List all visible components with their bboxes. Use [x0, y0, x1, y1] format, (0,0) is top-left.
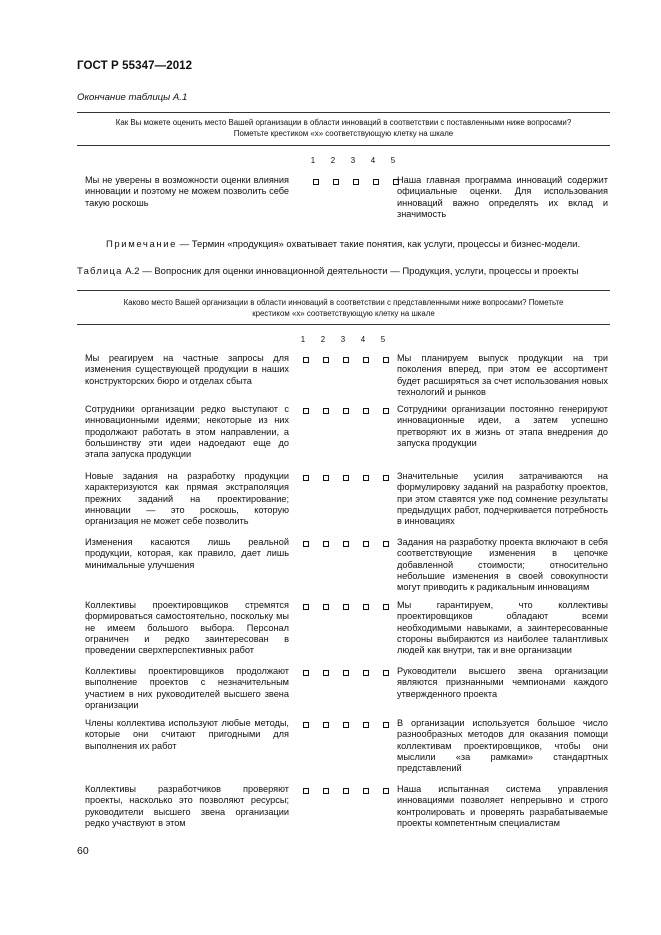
table-a2-title: [77, 266, 579, 278]
table-a2-question: [77, 297, 610, 319]
table-a2-row-8-left: Коллективы разработчиков проверяют проекты, насколько это позволяют ресурсы; руководители высшего звена организации редко участвуют в этом: [85, 784, 289, 828]
note-text: — Термин «продукция» охватывает такие понятия, как услуги, процессы и бизнес-модели.: [177, 239, 581, 250]
table-a2-row-7-checkbox-2[interactable]: [323, 722, 329, 728]
table-a2-row-5-checkbox-1[interactable]: [303, 604, 309, 610]
table-a2-row-2-checkbox-5[interactable]: [383, 408, 389, 414]
page-number: 60: [77, 845, 89, 857]
table-a1-header-rule: [77, 145, 610, 146]
table-a2-row-7-checkbox-3[interactable]: [343, 722, 349, 728]
table-a2-row-3-right: Значительные усилия затрачиваются на формулировку заданий на разработку проектов, при этом ставятся уже под сомнение результаты предыдущих работ, подчеркивается потребность в инновациях: [397, 471, 608, 527]
table-a1-question-line-2: Пометьте крестиком «х» соответствующую клетку на шкале: [233, 129, 454, 138]
table-a2-row-3-left: Новые задания на разработку продукции характеризуются как прямая экстраполяция прежних заданий на проектирование; инновации — это роскошь, которую организация не может себе позволить: [85, 471, 289, 527]
table-a2-row-4-checkbox-2[interactable]: [323, 541, 329, 547]
table-a1-scale-5: 5: [390, 156, 396, 165]
table-a2-scale-5: 5: [380, 335, 386, 344]
table-a2-row-5-checkbox-2[interactable]: [323, 604, 329, 610]
table-a1-row-1-checkbox-2[interactable]: [333, 179, 339, 185]
table-a2-label: Таблица: [77, 266, 123, 277]
table-a1-scale-2: 2: [330, 156, 336, 165]
table-a2-row-2-left: Сотрудники организации редко выступают с инновационными идеями; некоторые из них продолжают работать в этом направлении, а большинству эти идеи надоедают еще до этапа запуска продукции: [85, 404, 289, 460]
table-a2-row-3-scale: [296, 475, 396, 481]
table-a2-row-8-scale: [296, 788, 396, 794]
table-a2-row-8-checkbox-1[interactable]: [303, 788, 309, 794]
table-a2-row-6-right: Руководители высшего звена организации являются признанными чемпионами каждого утвержденного проекта: [397, 666, 608, 699]
note-label: Примечание: [106, 239, 177, 250]
table-a2-row-1-checkbox-4[interactable]: [363, 357, 369, 363]
table-a1-row-1-right: Наша главная программа инноваций содержит официальные оценки. Для использования инноваций важно определять их вклад и значимость: [397, 175, 608, 219]
table-a2-row-4-checkbox-4[interactable]: [363, 541, 369, 547]
table-a1-row-1-checkbox-1[interactable]: [313, 179, 319, 185]
table-a2-scale-1: 1: [300, 335, 306, 344]
table-a2-row-1-right: Мы планируем выпуск продукции на три поколения вперед, при этом ее ассортимент будет расширяться за счет использования новых технологий и рынков: [397, 353, 608, 397]
table-a2-row-8-checkbox-2[interactable]: [323, 788, 329, 794]
table-a2-row-3-checkbox-5[interactable]: [383, 475, 389, 481]
table-a1-scale-3: 3: [350, 156, 356, 165]
table-a2-row-5-checkbox-5[interactable]: [383, 604, 389, 610]
note: [106, 239, 611, 251]
table-a2-row-1-checkbox-5[interactable]: [383, 357, 389, 363]
table-a2-row-7-left: Члены коллектива используют любые методы, которые они считают пригодными для выполнения их работ: [85, 718, 289, 751]
table-a2-row-6-checkbox-4[interactable]: [363, 670, 369, 676]
table-a2-top-rule: [77, 290, 610, 291]
table-a2-row-1-left: Мы реагируем на частные запросы для изменения существующей продукции в наших конструкторских бюро и отделах сбыта: [85, 353, 289, 386]
table-a1-scale-numbers: [303, 156, 403, 165]
table-a1-row-1-left: Мы не уверены в возможности оценки влияния инновации и поэтому не можем позволить себе такую роскошь: [85, 175, 289, 208]
table-a1-question-line-1: Как Вы можете оценить место Вашей организации в области инноваций в соответствии с поставленными ниже вопросами?: [115, 118, 572, 127]
table-a2-row-7-checkbox-5[interactable]: [383, 722, 389, 728]
table-a2-row-1-checkbox-1[interactable]: [303, 357, 309, 363]
table-a2-row-2-checkbox-1[interactable]: [303, 408, 309, 414]
table-a2-row-5-checkbox-3[interactable]: [343, 604, 349, 610]
table-a2-row-7-checkbox-4[interactable]: [363, 722, 369, 728]
table-a2-row-2-right: Сотрудники организации постоянно генерируют инновационные идеи, а затем успешно претворяют их в жизнь от этапа внедрения до запуска продукции: [397, 404, 608, 448]
table-a2-row-3-checkbox-1[interactable]: [303, 475, 309, 481]
table-a1-continuation: Окончание таблицы А.1: [77, 92, 188, 103]
table-a2-row-6-checkbox-3[interactable]: [343, 670, 349, 676]
table-a2-header-rule: [77, 324, 610, 325]
table-a2-row-5-scale: [296, 604, 396, 610]
table-a1-question: [77, 117, 610, 139]
table-a2-row-3-checkbox-4[interactable]: [363, 475, 369, 481]
table-a2-row-4-left: Изменения касаются лишь реальной продукции, которая, как правило, дает лишь минимальные улучшения: [85, 537, 289, 570]
table-a2-scale-4: 4: [360, 335, 366, 344]
table-a2-row-7-right: В организации используется большое число разнообразных методов для оказания помощи коллективам проектировщиков, чтобы они мыслили «за рамками» стандартных представлений: [397, 718, 608, 774]
standard-header: ГОСТ Р 55347—2012: [77, 60, 193, 72]
table-a2-row-6-scale: [296, 670, 396, 676]
table-a2-row-1-checkbox-2[interactable]: [323, 357, 329, 363]
table-a2-row-3-checkbox-3[interactable]: [343, 475, 349, 481]
table-a2-question-line-2: крестиком «х» соответствующую клетку на шкале: [252, 309, 435, 318]
table-a2-row-6-checkbox-2[interactable]: [323, 670, 329, 676]
table-a2-row-7-checkbox-1[interactable]: [303, 722, 309, 728]
table-a2-row-3-checkbox-2[interactable]: [323, 475, 329, 481]
table-a2-row-2-checkbox-4[interactable]: [363, 408, 369, 414]
table-a2-title-text: А.2 — Вопросник для оценки инновационной деятельности — Продукция, услуги, процессы и проекты: [122, 266, 579, 277]
table-a2-row-8-checkbox-4[interactable]: [363, 788, 369, 794]
table-a1-row-1-scale: [306, 179, 406, 185]
table-a2-row-1-checkbox-3[interactable]: [343, 357, 349, 363]
table-a2-row-5-checkbox-4[interactable]: [363, 604, 369, 610]
table-a1-top-rule: [77, 112, 610, 113]
table-a2-row-7-scale: [296, 722, 396, 728]
table-a2-row-6-checkbox-1[interactable]: [303, 670, 309, 676]
table-a2-row-4-checkbox-1[interactable]: [303, 541, 309, 547]
table-a2-row-5-left: Коллективы проектировщиков стремятся формироваться самостоятельно, поскольку мы не имеем большого выбора. Персонал ограничен и редко заинтересован в проведении сверхперспективных работ: [85, 600, 289, 656]
table-a2-row-4-checkbox-3[interactable]: [343, 541, 349, 547]
table-a2-row-1-scale: [296, 357, 396, 363]
table-a2-row-4-checkbox-5[interactable]: [383, 541, 389, 547]
table-a1-row-1-checkbox-4[interactable]: [373, 179, 379, 185]
table-a2-row-6-checkbox-5[interactable]: [383, 670, 389, 676]
table-a2-row-2-checkbox-3[interactable]: [343, 408, 349, 414]
table-a2-scale-numbers: [293, 335, 393, 344]
table-a1-scale-4: 4: [370, 156, 376, 165]
table-a2-scale-3: 3: [340, 335, 346, 344]
table-a2-row-2-scale: [296, 408, 396, 414]
table-a2-row-6-left: Коллективы проектировщиков продолжают выполнение проектов с незначительным участием в них руководителей высшего звена организации: [85, 666, 289, 710]
table-a2-scale-2: 2: [320, 335, 326, 344]
table-a2-row-2-checkbox-2[interactable]: [323, 408, 329, 414]
table-a2-row-8-right: Наша испытанная система управления инновациями позволяет непрерывно и строго контролировать и проверять разрабатываемые проекты компетентным специалистам: [397, 784, 608, 828]
table-a2-row-8-checkbox-5[interactable]: [383, 788, 389, 794]
table-a2-row-5-right: Мы гарантируем, что коллективы проектировщиков обладают всеми необходимыми навыками, а заинтересованные стороны выбираются из наиболее талантливых людей как внутри, так и вне организации: [397, 600, 608, 656]
table-a1-row-1-checkbox-3[interactable]: [353, 179, 359, 185]
table-a1-scale-1: 1: [310, 156, 316, 165]
table-a2-row-8-checkbox-3[interactable]: [343, 788, 349, 794]
table-a2-question-line-1: Каково место Вашей организации в области инноваций в соответствии с представленными ниже вопросами? Пометьте: [123, 298, 564, 307]
table-a2-row-4-scale: [296, 541, 396, 547]
table-a2-row-4-right: Задания на разработку проекта включают в себя соответствующие изменения в цепочке добавленной стоимости; относительно небольшие изменения в своей совокупности могут приводить к радикальным инновациям: [397, 537, 608, 593]
